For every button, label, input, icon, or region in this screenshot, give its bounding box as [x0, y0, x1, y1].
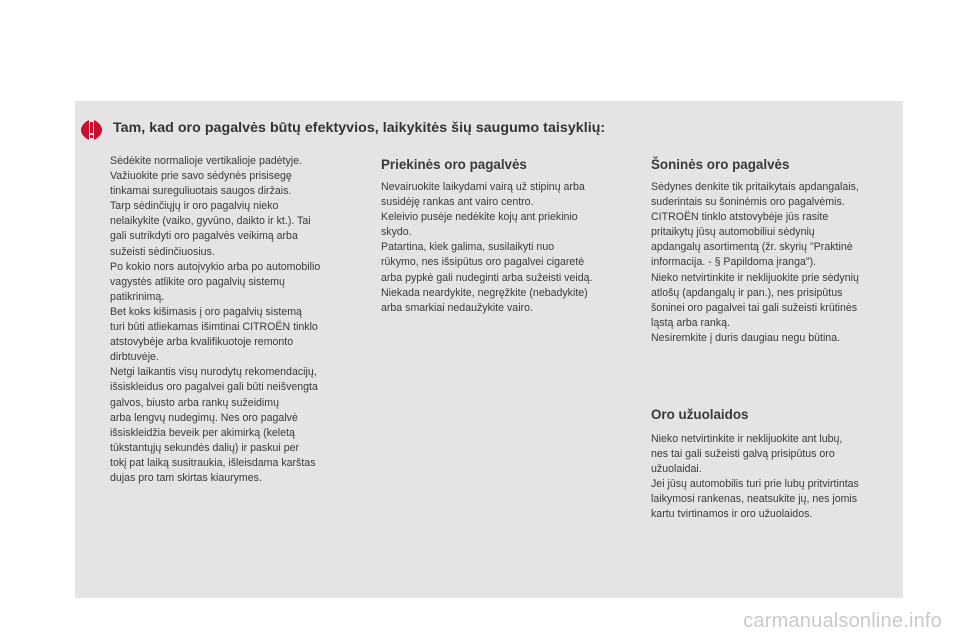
- text-line: skydo.: [381, 226, 412, 239]
- text-line: kartu tvirtinamos ir oro užuolaidos.: [651, 508, 813, 521]
- page-headline: Tam, kad oro pagalvės būtų efektyvios, laikykitės šių saugumo taisyklių:: [113, 120, 606, 136]
- text-line: Nieko netvirtinkite ir neklijuokite prie sėdynių: [651, 271, 859, 284]
- text-line: Nevairuokite laikydami vairą už stipinų arba: [381, 181, 585, 193]
- text-line: arba lengvų nudegimų. Nes oro pagalvė: [110, 411, 298, 424]
- text-line: Bet koks kišimasis į oro pagalvių sistemą: [110, 305, 302, 318]
- text-line: ląstą arba ranką.: [651, 316, 730, 329]
- text-line: atlošų (apdangalų ir pan.), nes prisipūtus: [651, 286, 843, 299]
- text-line: nelaikykite (vaiko, gyvūno, daikto ir kt.). Tai: [110, 215, 311, 228]
- curtain-airbags-heading: Oro užuolaidos: [651, 407, 749, 422]
- watermark: carmanualsonline.info: [743, 610, 942, 632]
- text-line: dirbtuvėje.: [110, 351, 159, 364]
- text-line: tūkstantųjų sekundės dalių) ir paskui per: [110, 441, 300, 454]
- side-airbags-heading: Šoninės oro pagalvės: [651, 157, 790, 172]
- text-line: nes tai gali sužeisti galvą prisipūtus oro: [651, 448, 835, 461]
- text-line: tokį pat laiką susitraukia, išleisdama karštas: [110, 456, 316, 469]
- text-line: galvos, biusto arba rankų sužeidimų: [110, 396, 280, 409]
- text-line: dujas pro tam skirtas kiaurymes.: [110, 471, 262, 484]
- text-line: Jei jūsų automobilis turi prie lubų pritvirtintas: [651, 478, 859, 491]
- text-line: šoninei oro pagalvei tai gali sužeisti krūtinės: [651, 301, 858, 314]
- text-line: gali sutrikdyti oro pagalvės veikimą arba: [110, 230, 298, 243]
- side-airbags-text: [651, 180, 901, 346]
- text-line: CITROËN tinklo atstovybėje jūs rasite: [651, 211, 829, 224]
- text-line: Po kokio nors autoįvykio arba po automobilio: [110, 260, 321, 273]
- text-line: Niekada neardykite, negręžkite (nebadykite): [381, 286, 588, 299]
- text-line: išsiskleidus oro pagalvei gali būti neišvengta: [110, 381, 318, 394]
- text-line: suderintais su šoninėmis oro pagalvėmis.: [651, 196, 845, 209]
- text-line: arba smarkiai nedaužykite vairo.: [381, 301, 533, 314]
- text-line: Keleivio pusėje nedėkite kojų ant priekinio: [381, 211, 578, 224]
- text-line: informacija. - § Papildoma įranga").: [651, 256, 817, 269]
- text-line: tinkamai sureguliuotais saugos diržais.: [110, 185, 292, 198]
- text-line: apdangalų asortimentą (žr. skyrių "Praktinė: [651, 241, 853, 254]
- text-line: pritaikytų jūsų automobiliui sėdynių: [651, 226, 815, 239]
- text-line: laikymosi rankenas, neatsukite jų, nes jomis: [651, 493, 858, 506]
- warning-icon: [80, 119, 103, 141]
- text-line: Važiuokite prie savo sėdynės prisisegę: [110, 170, 292, 183]
- general-rules-text: [110, 154, 366, 486]
- text-line: susidėję rankas ant vairo centro.: [381, 196, 534, 209]
- text-line: Netgi laikantis visų nurodytų rekomendacijų,: [110, 366, 317, 379]
- text-line: Sėdynes denkite tik pritaikytais apdangalais,: [651, 181, 859, 193]
- text-line: rūkymo, nes išsipūtus oro pagalvei cigaretė: [381, 256, 585, 269]
- text-line: turi būti atliekamas išimtinai CITROËN tinklo: [110, 321, 318, 334]
- text-line: užuolaidai.: [651, 463, 702, 476]
- text-line: išsiskleidžia beveik per akimirką (keletą: [110, 426, 295, 439]
- curtain-airbags-text: [651, 432, 901, 523]
- text-line: Patartina, kiek galima, susilaikyti nuo: [381, 241, 555, 254]
- front-airbags-text: [381, 180, 631, 316]
- text-line: sužeisti sėdinčiuosius.: [110, 245, 215, 258]
- text-line: arba pypkė gali nudeginti arba sužeisti veidą.: [381, 271, 593, 284]
- text-line: Tarp sėdinčiųjų ir oro pagalvių nieko: [110, 200, 279, 213]
- text-line: atstovybėje arba kvalifikuotoje remonto: [110, 336, 294, 349]
- text-line: Nesiremkite į duris daugiau negu būtina.: [651, 331, 841, 344]
- text-line: vagystės atlikite oro pagalvių sistemų: [110, 275, 285, 288]
- text-line: Sėdėkite normalioje vertikalioje padėtyje.: [110, 155, 302, 167]
- text-line: Nieko netvirtinkite ir neklijuokite ant lubų,: [651, 433, 843, 445]
- front-airbags-heading: Priekinės oro pagalvės: [381, 157, 527, 172]
- text-line: patikrinimą.: [110, 290, 165, 303]
